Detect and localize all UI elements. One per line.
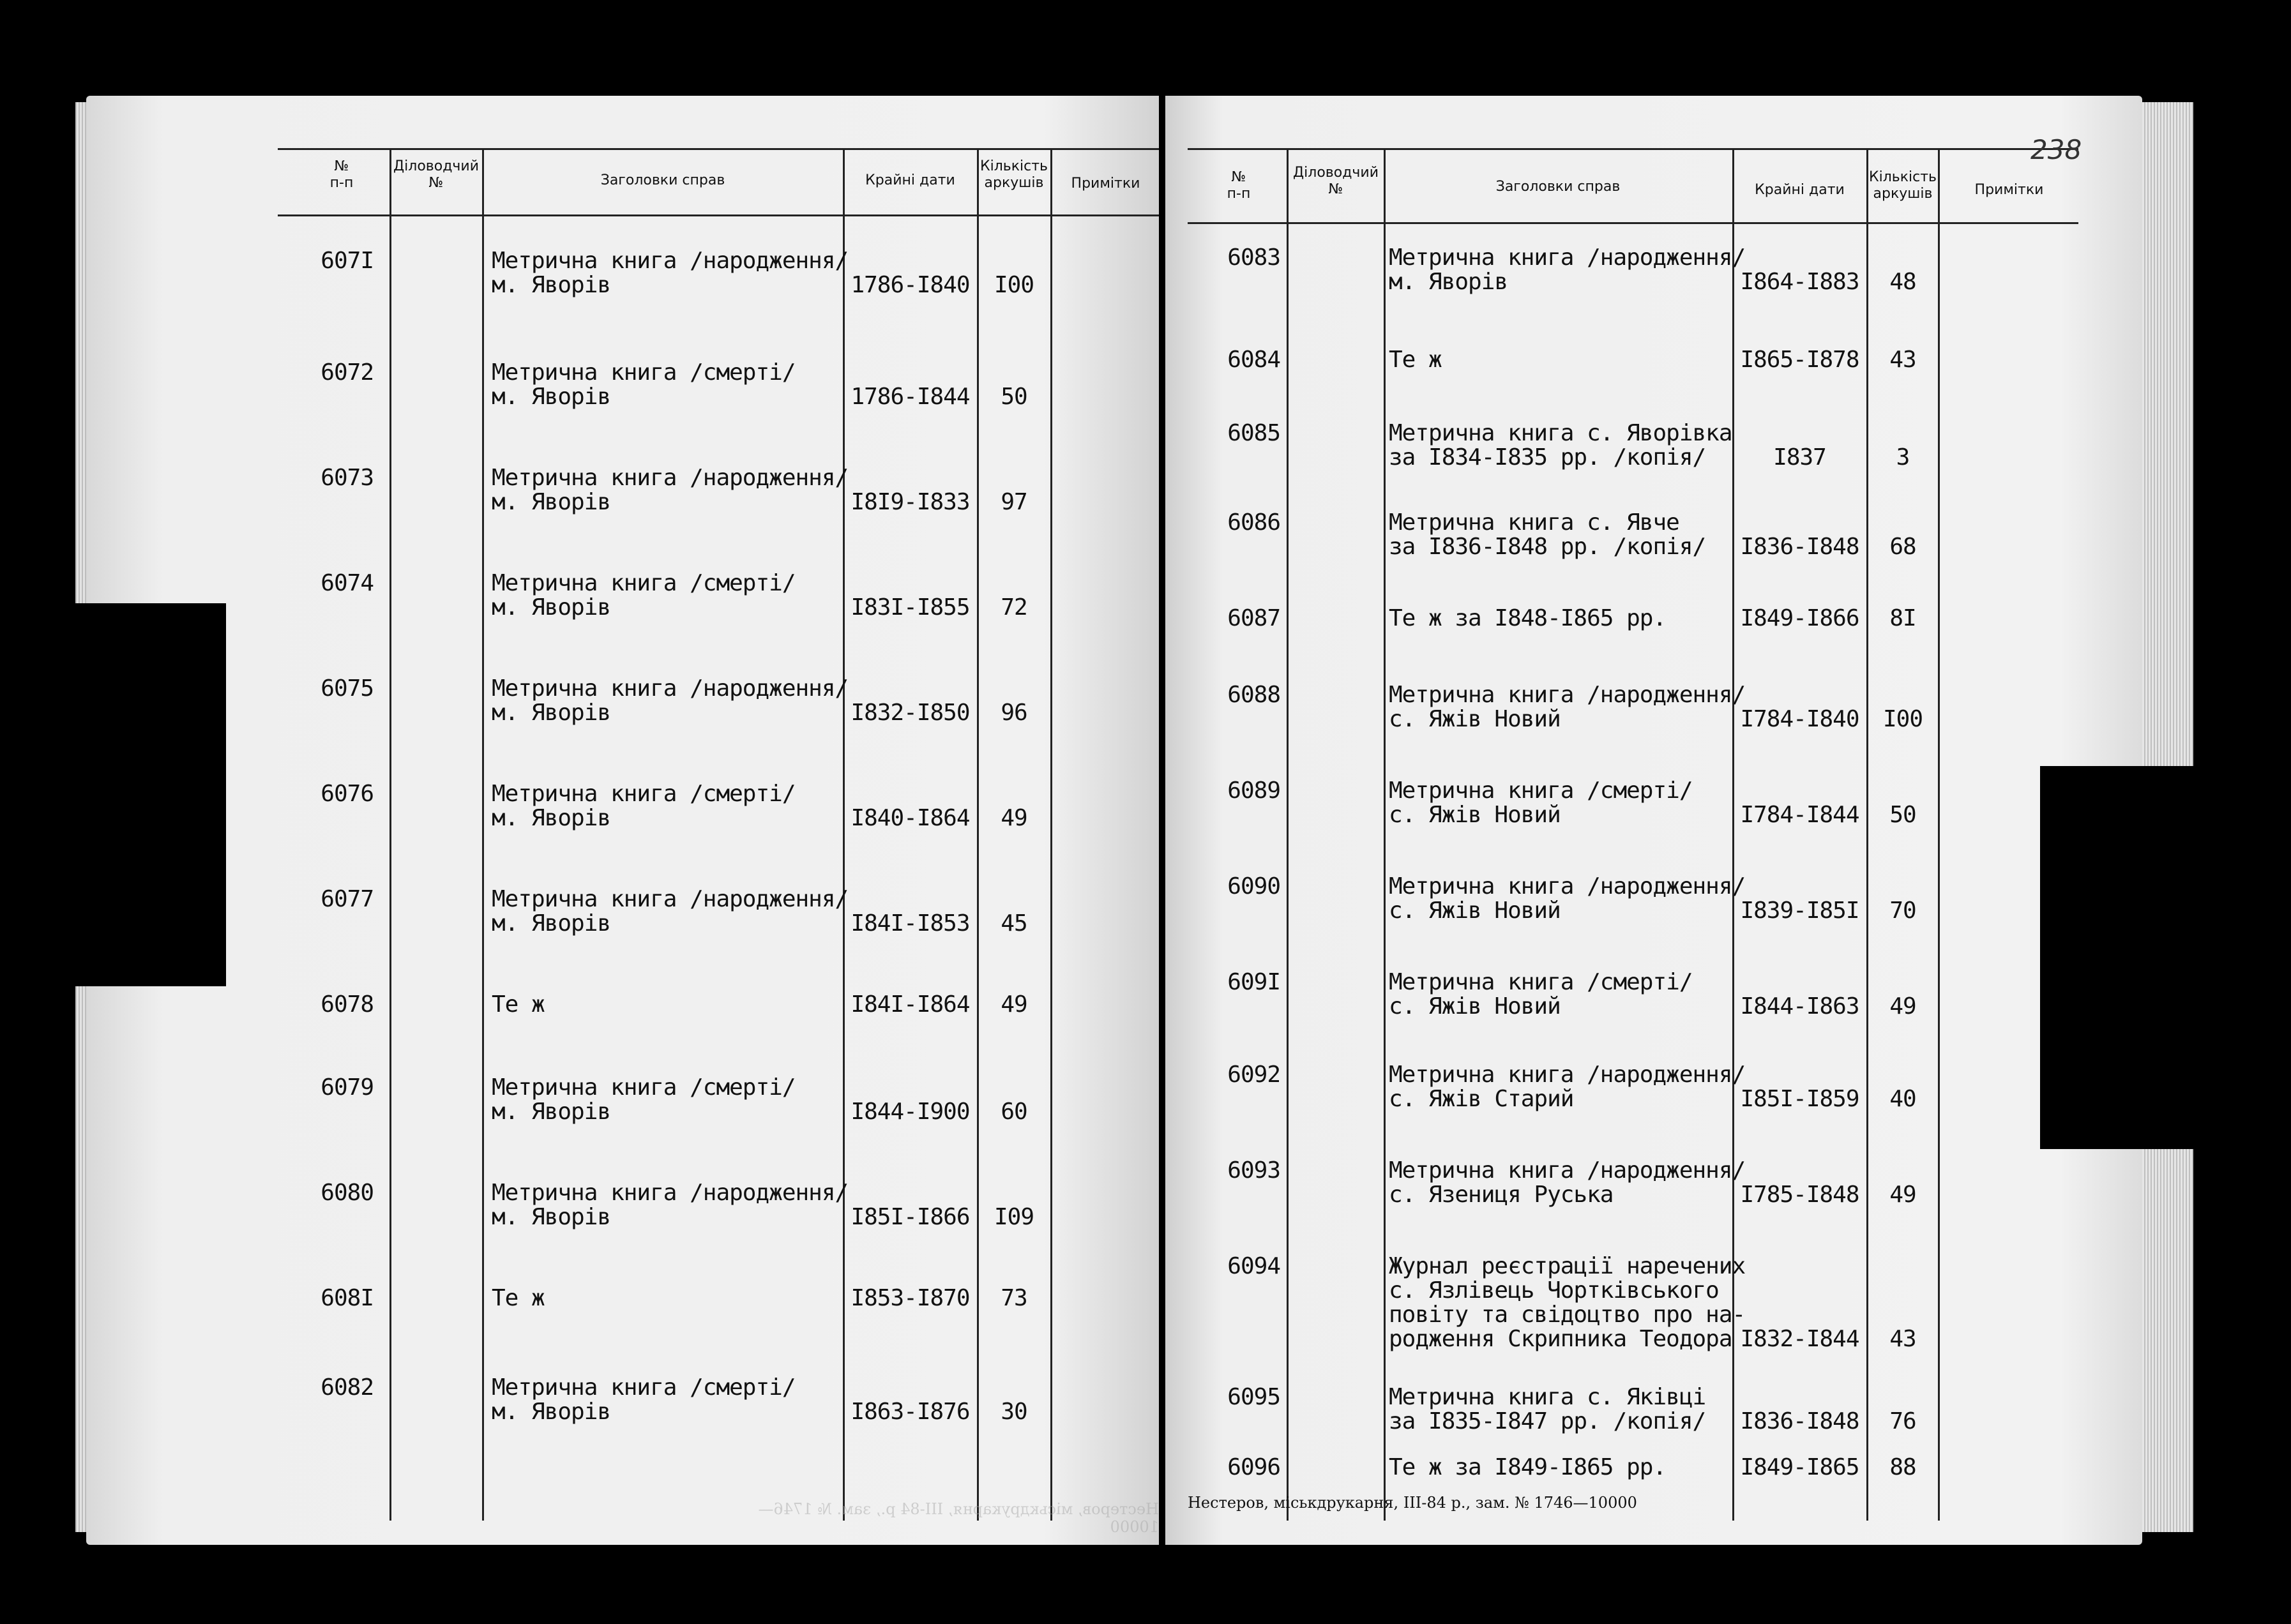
record-dates: 1786-I840: [851, 272, 970, 298]
col-divider: [843, 148, 845, 1521]
record-sheets: 72: [1001, 594, 1027, 620]
printer-line: Нестеров, міськдрукарня, ІІІ-84 р., зам. № 1746—10000: [1188, 1494, 1637, 1512]
record-title: Метрична книга /народження/ с. Яжів Новий: [1389, 682, 1746, 732]
record-dates: I840-I864: [851, 805, 970, 831]
record-title: Метрична книга /смерті/ м. Яворів: [492, 781, 796, 831]
record-dates: I84I-I864: [851, 991, 970, 1018]
record-number: 6096: [1227, 1454, 1280, 1480]
record-sheets: 43: [1889, 347, 1916, 373]
record-title: Метрична книга /смерті/ с. Яжів Новий: [1389, 969, 1693, 1019]
record-sheets: I09: [994, 1204, 1034, 1230]
record-title: Метрична книга /смерті/ м. Яворів: [492, 359, 796, 410]
record-sheets: 60: [1001, 1099, 1027, 1125]
binder-clip-left: [75, 603, 226, 986]
record-title: Метрична книга /народження/ с. Яжів Новий: [1389, 873, 1746, 924]
record-number: 6085: [1227, 420, 1280, 446]
header-bottom-rule: [1188, 222, 2078, 224]
record-number: 6076: [321, 781, 374, 807]
record-title: Метрична книга /народження/ м. Яворів: [492, 465, 849, 515]
record-dates: I863-I876: [851, 1399, 970, 1425]
record-number: 6093: [1227, 1157, 1280, 1184]
header-top-rule: [278, 148, 1159, 150]
left-page: [86, 96, 1159, 1545]
col-divider: [1287, 148, 1289, 1521]
record-title: Метрична книга с. Явче за I836-I848 рр. /копія/: [1389, 509, 1706, 560]
header-sheets: Кількість аркушів: [979, 158, 1048, 191]
record-sheets: 50: [1889, 802, 1916, 828]
record-number: 6092: [1227, 1062, 1280, 1088]
record-title: Метрична книга /смерті/ м. Яворів: [492, 1074, 796, 1125]
record-dates: I837: [1773, 444, 1826, 470]
record-dates: I849-I866: [1740, 605, 1859, 631]
header-sheets: Кількість аркушів: [1868, 169, 1937, 202]
record-number: 6086: [1227, 509, 1280, 536]
record-dates: I849-I865: [1740, 1454, 1859, 1480]
record-number: 6080: [321, 1180, 374, 1206]
record-dates: I839-I85I: [1740, 898, 1859, 924]
record-number: 6095: [1227, 1384, 1280, 1410]
record-sheets: 48: [1889, 269, 1916, 295]
record-dates: I865-I878: [1740, 347, 1859, 373]
record-dates: 1786-I844: [851, 384, 970, 410]
record-title: Метрична книга /народження/ м. Яворів: [1389, 244, 1746, 295]
record-title: Метрична книга /народження/ м. Яворів: [492, 675, 849, 726]
bleed-through-text: Нестеров, міськдрукарня, ІІІ-84 р., зам. № 1746—10000: [758, 1500, 1159, 1536]
record-number: 6074: [321, 570, 374, 596]
record-dates: I83I-I855: [851, 594, 970, 620]
record-sheets: 76: [1889, 1408, 1916, 1434]
header-titles: Заголовки справ: [1495, 179, 1621, 195]
header-notes: Примітки: [1071, 176, 1140, 192]
record-title: Метрична книга /смерті/ м. Яворів: [492, 570, 796, 620]
binder-clip-right: [2040, 766, 2200, 1149]
record-title: Те ж за I848-I865 рр.: [1389, 605, 1667, 631]
record-title: Метрична книга /народження/ м. Яворів: [492, 886, 849, 936]
record-title: Те ж: [492, 1285, 545, 1311]
header-no: № п-п: [1227, 169, 1251, 202]
record-number: 6084: [1227, 347, 1280, 373]
record-dates: I853-I870: [851, 1285, 970, 1311]
record-number: 6079: [321, 1074, 374, 1101]
record-sheets: 50: [1001, 384, 1027, 410]
record-title: Метрична книга /народження/ м. Яворів: [492, 1180, 849, 1230]
record-number: 6089: [1227, 778, 1280, 804]
record-title: Журнал реєстрації наречених с. Язлівець Чортківського повіту та свідоцтво про на- родження Скрипника Теодора: [1389, 1253, 1746, 1352]
record-number: 6082: [321, 1374, 374, 1401]
record-dates: I832-I844: [1740, 1326, 1859, 1352]
record-title: Метрична книга с. Яворівка за I834-I835 рр. /копія/: [1389, 420, 1732, 470]
record-dates: I785-I848: [1740, 1182, 1859, 1208]
record-sheets: 43: [1889, 1326, 1916, 1352]
record-dates: I85I-I859: [1740, 1086, 1859, 1112]
header-no: № п-п: [329, 158, 354, 191]
record-title: Метрична книга /народження/ с. Язениця Руська: [1389, 1157, 1746, 1208]
record-dates: I832-I850: [851, 700, 970, 726]
record-title: Те ж за I849-I865 рр.: [1389, 1454, 1667, 1480]
record-sheets: 49: [1889, 993, 1916, 1019]
record-title: Метрична книга с. Яківці за I835-I847 рр. /копія/: [1389, 1384, 1706, 1434]
record-dates: I784-I840: [1740, 706, 1859, 732]
record-number: 6078: [321, 991, 374, 1018]
record-sheets: 49: [1001, 991, 1027, 1018]
record-dates: I84I-I853: [851, 910, 970, 936]
record-number: 6072: [321, 359, 374, 386]
header-dates: Крайні дати: [865, 172, 955, 188]
record-sheets: 88: [1889, 1454, 1916, 1480]
record-sheets: 49: [1889, 1182, 1916, 1208]
record-title: Метрична книга /смерті/ с. Яжів Новий: [1389, 778, 1693, 828]
col-divider: [977, 148, 979, 1521]
record-sheets: 96: [1001, 700, 1027, 726]
header-clerk: Діловодчий №: [1292, 165, 1379, 197]
col-divider: [1938, 148, 1940, 1521]
record-title: Те ж: [492, 991, 545, 1018]
record-dates: I864-I883: [1740, 269, 1859, 295]
header-titles: Заголовки справ: [600, 172, 725, 188]
record-sheets: 30: [1001, 1399, 1027, 1425]
record-sheets: 45: [1001, 910, 1027, 936]
record-number: 6087: [1227, 605, 1280, 631]
record-sheets: 70: [1889, 898, 1916, 924]
page-number: 238: [2030, 134, 2082, 165]
col-divider: [1050, 148, 1052, 1521]
record-sheets: 49: [1001, 805, 1027, 831]
record-dates: I836-I848: [1740, 1408, 1859, 1434]
record-sheets: 40: [1889, 1086, 1916, 1112]
record-sheets: 68: [1889, 534, 1916, 560]
record-dates: I8I9-I833: [851, 489, 970, 515]
record-number: 6075: [321, 675, 374, 702]
record-sheets: 97: [1001, 489, 1027, 515]
header-bottom-rule: [278, 214, 1159, 216]
record-sheets: 8I: [1889, 605, 1916, 631]
record-title: Метрична книга /народження/ м. Яворів: [492, 248, 849, 298]
record-number: 6088: [1227, 682, 1280, 708]
header-top-rule: [1188, 148, 2078, 150]
record-number: 6083: [1227, 244, 1280, 271]
header-notes: Примітки: [1974, 182, 2044, 198]
record-dates: I844-I863: [1740, 993, 1859, 1019]
header-clerk: Діловодчий №: [393, 158, 480, 191]
record-number: 6077: [321, 886, 374, 912]
col-divider: [1384, 148, 1386, 1521]
record-title: Метрична книга /смерті/ м. Яворів: [492, 1374, 796, 1425]
header-dates: Крайні дати: [1755, 182, 1845, 198]
col-divider: [482, 148, 484, 1521]
record-dates: I85I-I866: [851, 1204, 970, 1230]
record-number: 6090: [1227, 873, 1280, 899]
record-number: 607I: [321, 248, 374, 274]
record-dates: I784-I844: [1740, 802, 1859, 828]
record-dates: I844-I900: [851, 1099, 970, 1125]
record-title: Те ж: [1389, 347, 1442, 373]
record-number: 6094: [1227, 1253, 1280, 1279]
right-page: [1165, 96, 2142, 1545]
record-sheets: I00: [1882, 706, 1923, 732]
record-number: 609I: [1227, 969, 1280, 995]
record-sheets: 3: [1896, 444, 1910, 470]
record-sheets: 73: [1001, 1285, 1027, 1311]
record-number: 6073: [321, 465, 374, 491]
col-divider: [389, 148, 391, 1521]
record-dates: I836-I848: [1740, 534, 1859, 560]
record-number: 608I: [321, 1285, 374, 1311]
record-sheets: I00: [994, 272, 1034, 298]
record-title: Метрична книга /народження/ с. Яжів Старий: [1389, 1062, 1746, 1112]
